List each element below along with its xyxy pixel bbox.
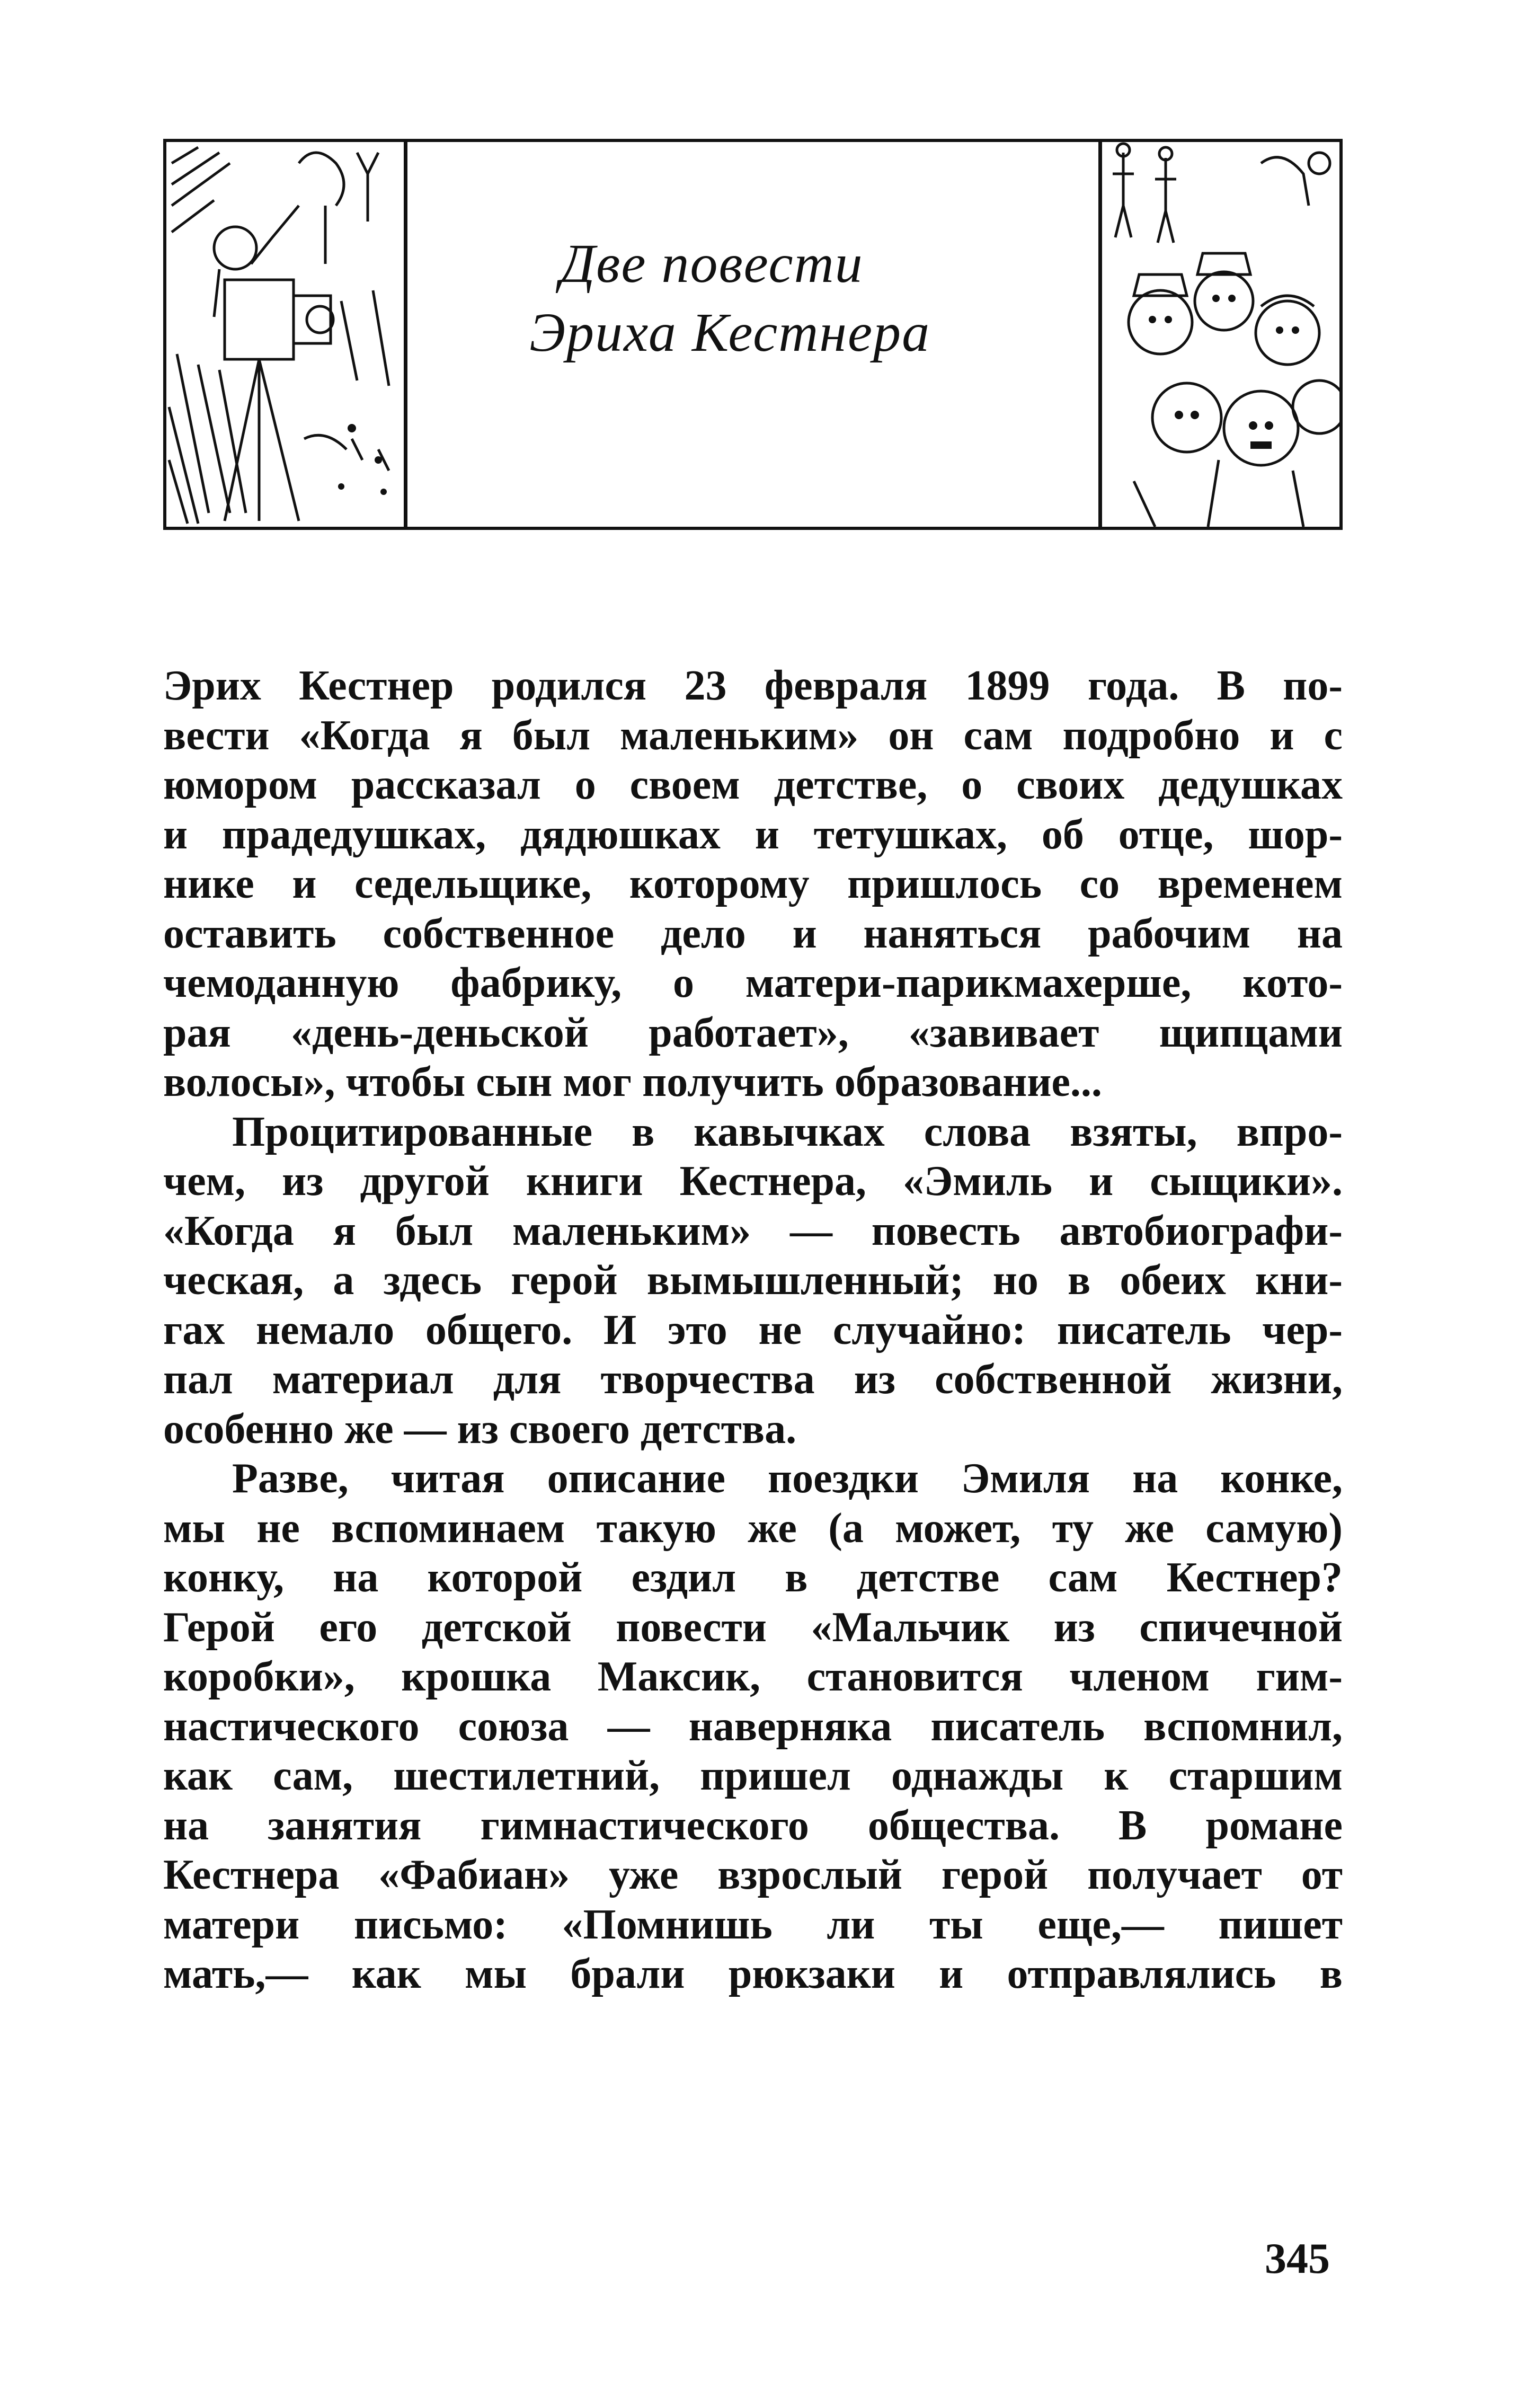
text-line: настического союза — наверняка писатель вспомнил, bbox=[163, 1703, 1343, 1750]
page-number: 345 bbox=[1265, 2234, 1330, 2282]
photographer-drawing bbox=[166, 142, 404, 527]
text-line: конку, на которой ездил в детстве сам Кестнер? bbox=[163, 1554, 1343, 1601]
text-line: мать,— как мы брали рюкзаки и отправлялись в bbox=[163, 1951, 1343, 1997]
text-line: Разве, читая описание поездки Эмиля на конке, bbox=[232, 1455, 1343, 1502]
text-line: особенно же — из своего детства. bbox=[163, 1405, 797, 1453]
text-line: чем, из другой книги Кестнера, «Эмиль и сыщики». bbox=[163, 1158, 1343, 1205]
text-line: как сам, шестилетний, пришел однажды к старшим bbox=[163, 1752, 1343, 1799]
text-line: нике и седельщике, которому пришлось со временем bbox=[163, 861, 1343, 907]
photographer-illustration bbox=[166, 142, 407, 527]
crowd-drawing bbox=[1102, 142, 1339, 527]
chapter-title bbox=[407, 142, 1098, 527]
text-line: вести «Когда я был маленьким» он сам подробно и с bbox=[163, 712, 1343, 759]
text-line: чемоданную фабрику, о матери-парикмахерше, кото- bbox=[163, 960, 1343, 1006]
text-line: Эрих Кестнер родился 23 февраля 1899 года. В по- bbox=[163, 662, 1343, 709]
crowd-illustration bbox=[1098, 142, 1339, 527]
text-line: пал материал для творчества из собственной жизни, bbox=[163, 1356, 1343, 1403]
text-line: ческая, а здесь герой вымышленный; но в обеих кни- bbox=[163, 1257, 1343, 1304]
text-line: оставить собственное дело и наняться рабочим на bbox=[163, 910, 1343, 957]
chapter-header-frame bbox=[163, 139, 1343, 530]
text-line: Кестнера «Фабиан» уже взрослый герой получает от bbox=[163, 1852, 1343, 1898]
text-line: волосы», чтобы сын мог получить образование... bbox=[163, 1059, 1102, 1105]
text-line: юмором рассказал о своем детстве, о своих дедушках bbox=[163, 762, 1343, 808]
text-line: рая «день-деньской работает», «завивает щипцами bbox=[163, 1009, 1343, 1056]
text-line: матери письмо: «Помнишь ли ты еще,— пишет bbox=[163, 1901, 1343, 1948]
text-line: и прадедушках, дядюшках и тетушках, об отце, шор- bbox=[163, 811, 1343, 858]
text-line: на занятия гимнастического общества. В романе bbox=[163, 1802, 1343, 1849]
text-line: коробки», крошка Максик, становится членом гим- bbox=[163, 1653, 1343, 1700]
chapter-title-line-1: Две повести bbox=[560, 233, 864, 294]
text-line: гах немало общего. И это не случайно: писатель чер- bbox=[163, 1306, 1343, 1353]
text-line: «Когда я был маленьким» — повесть автобиографи- bbox=[163, 1207, 1343, 1254]
text-line: Герой его детской повести «Мальчик из спичечной bbox=[163, 1604, 1343, 1651]
body-text bbox=[163, 661, 1343, 1999]
chapter-title-line-2: Эриха Кестнера bbox=[529, 302, 931, 363]
text-line: Процитированные в кавычках слова взяты, впро- bbox=[232, 1108, 1343, 1155]
text-line: мы не вспоминаем такую же (а может, ту же самую) bbox=[163, 1504, 1343, 1552]
